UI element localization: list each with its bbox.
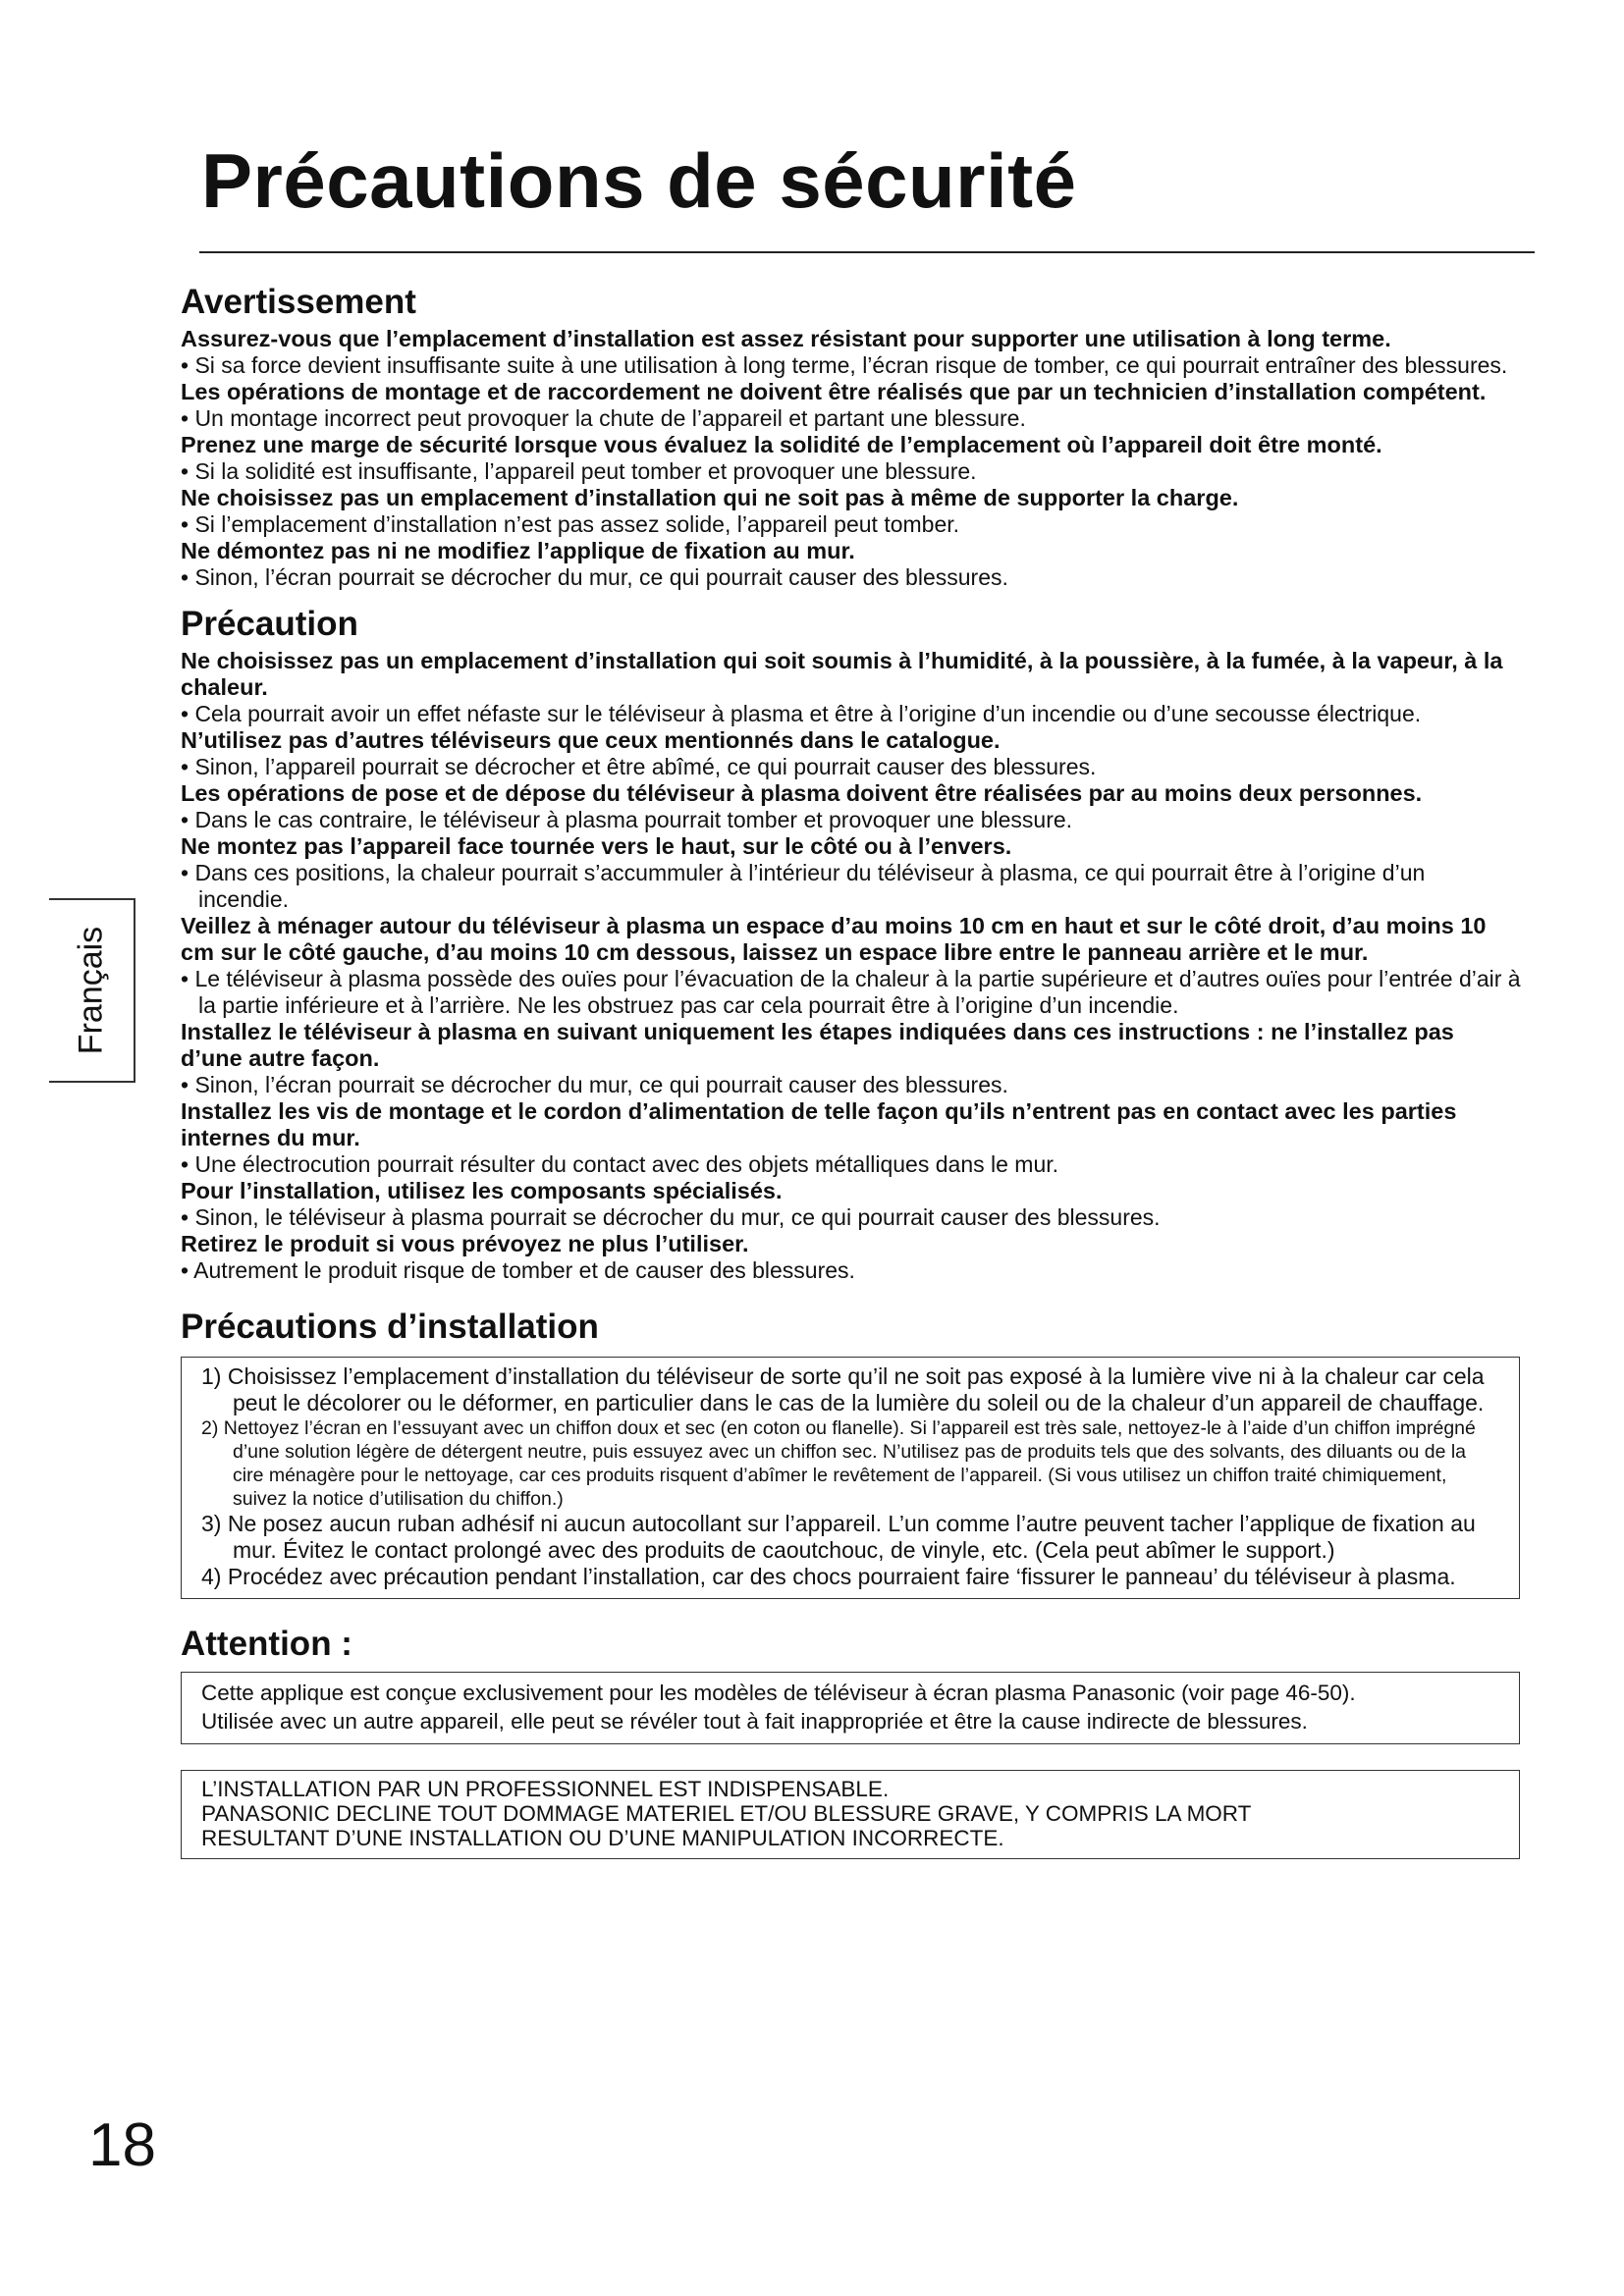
warning-detail: • Si la solidité est insuffisante, l’appareil peut tomber et provoquer une blessure.	[181, 458, 977, 484]
warning-detail: • Sinon, le téléviseur à plasma pourrait se décrocher du mur, ce qui pourrait causer des blessures.	[181, 1204, 1161, 1230]
warning-statement: Les opérations de montage et de raccordement ne doivent être réalisés que par un technicien d’installation compétent.	[181, 379, 1487, 404]
warning-statement: N’utilisez pas d’autres téléviseurs que ceux mentionnés dans le catalogue.	[181, 727, 1001, 753]
warning-detail: • Sinon, l’écran pourrait se décrocher du mur, ce qui pourrait causer des blessures.	[181, 564, 1008, 590]
attention-box	[181, 1672, 1520, 1744]
warning-statement: Assurez-vous que l’emplacement d’installation est assez résistant pour supporter une utilisation à long terme.	[181, 326, 1391, 351]
attention-line: Cette applique est conçue exclusivement pour les modèles de téléviseur à écran plasma Panasonic (voir page 46-50).	[201, 1681, 1356, 1705]
warning-statement: Veillez à ménager autour du téléviseur à plasma un espace d’au moins 10 cm en haut et sur le côté droit, d’au moins 10 cm sur le côté gauche, d’au moins 10 cm dessous, laissez un espace libre entre le panneau arrière et le mur.	[181, 913, 1487, 965]
installation-item: 2) Nettoyez l’écran en l’essuyant avec un chiffon doux et sec (en coton ou flanelle). Si l’appareil est très sale, nettoyez-le à l’aide d’un chiffon imprégné d’une solution légère de détergent neutre, puis essuyez avec un chiffon sec. N’utilisez pas de produits tels que des solvants, des diluants ou de la cire ménagère pour le nettoyage, car ces produits risquent d’abîmer le revêtement de l’appareil. (Si vous utilisez un chiffon traité chimiquement, suivez la notice d’utilisation du chiffon.)	[201, 1417, 1476, 1510]
avertissement-heading: Avertissement	[181, 283, 416, 321]
installation-item: 3) Ne posez aucun ruban adhésif ni aucun autocollant sur l’appareil. L’un comme l’autre peuvent tacher l’applique de fixation au mur. Évitez le contact prolongé avec des produits de caoutchouc, de vinyle, etc. (Cela peut abîmer le support.)	[201, 1511, 1476, 1563]
installation-item: 1) Choisissez l’emplacement d’installation du téléviseur de sorte qu’il ne soit pas exposé à la lumière vive ni à la chaleur car cela peut le décolorer ou le déformer, en particulier dans le cas de la lumière du soleil ou de la chaleur d’un appareil de chauffage.	[201, 1363, 1485, 1415]
avertissement-section	[181, 281, 1521, 591]
installation-section	[181, 1306, 1521, 1599]
warning-detail: • Sinon, l’appareil pourrait se décrocher et être abîmé, ce qui pourrait causer des blessures.	[181, 754, 1097, 779]
precaution-section	[181, 603, 1521, 1284]
language-tab	[49, 898, 135, 1083]
warning-detail: • Une électrocution pourrait résulter du contact avec des objets métalliques dans le mur.	[181, 1151, 1059, 1177]
warning-statement: Installez les vis de montage et le cordon d’alimentation de telle façon qu’ils n’entrent pas en contact avec les parties internes du mur.	[181, 1098, 1457, 1150]
attention-heading: Attention :	[181, 1625, 352, 1663]
warning-detail: • Si l’emplacement d’installation n’est pas assez solide, l’appareil peut tomber.	[181, 511, 960, 537]
installation-item: 4) Procédez avec précaution pendant l’installation, car des chocs pourraient faire ‘fissurer le panneau’ du téléviseur à plasma.	[201, 1564, 1456, 1589]
attention-line: Utilisée avec un autre appareil, elle peut se révéler tout à fait inappropriée et être la cause indirecte de blessures.	[201, 1709, 1308, 1734]
warning-statement: Ne choisissez pas un emplacement d’installation qui ne soit pas à même de supporter la charge.	[181, 485, 1239, 510]
warning-statement: Ne montez pas l’appareil face tournée vers le haut, sur le côté ou à l’envers.	[181, 833, 1012, 859]
page-title: Précautions de sécurité	[201, 137, 1077, 224]
warning-statement: Ne choisissez pas un emplacement d’installation qui soit soumis à l’humidité, à la poussière, à la fumée, à la vapeur, à la chaleur.	[181, 648, 1503, 700]
warning-statement: Prenez une marge de sécurité lorsque vous évaluez la solidité de l’emplacement où l’appareil doit être monté.	[181, 432, 1382, 457]
warning-statement: Installez le téléviseur à plasma en suivant uniquement les étapes indiquées dans ces instructions : ne l’installez pas d’une autre façon.	[181, 1019, 1454, 1071]
warning-detail: • Un montage incorrect peut provoquer la chute de l’appareil et partant une blessure.	[181, 405, 1026, 431]
page-number: 18	[88, 2111, 156, 2179]
attention-section	[181, 1623, 1521, 1744]
installation-box	[181, 1357, 1520, 1599]
professional-warning-line: PANASONIC DECLINE TOUT DOMMAGE MATERIEL ET/OU BLESSURE GRAVE, Y COMPRIS LA MORT	[201, 1801, 1252, 1826]
warning-detail: • Dans le cas contraire, le téléviseur à plasma pourrait tomber et provoquer une blessure.	[181, 807, 1073, 832]
warning-detail: • Le téléviseur à plasma possède des ouïes pour l’évacuation de la chaleur à la partie supérieure et d’autres ouïes pour l’entrée d’air à la partie inférieure et à l’arrière. Ne les obstruez pas car cela pourrait être à l’origine d’un incendie.	[181, 966, 1521, 1018]
warning-statement: Pour l’installation, utilisez les composants spécialisés.	[181, 1178, 783, 1203]
warning-statement: Les opérations de pose et de dépose du téléviseur à plasma doivent être réalisées par au moins deux personnes.	[181, 780, 1423, 806]
warning-statement: Ne démontez pas ni ne modifiez l’applique de fixation au mur.	[181, 538, 855, 563]
warning-detail: • Sinon, l’écran pourrait se décrocher du mur, ce qui pourrait causer des blessures.	[181, 1072, 1008, 1097]
installation-heading: Précautions d’installation	[181, 1308, 599, 1346]
warning-detail: • Cela pourrait avoir un effet néfaste sur le téléviseur à plasma et être à l’origine d’un incendie ou d’une secousse électrique.	[181, 701, 1422, 726]
precaution-heading: Précaution	[181, 605, 358, 643]
avertissement-list	[181, 326, 1521, 591]
precaution-list	[181, 648, 1521, 1284]
professional-warning-line: L’INSTALLATION PAR UN PROFESSIONNEL EST INDISPENSABLE.	[201, 1777, 890, 1801]
professional-warning-box	[181, 1770, 1520, 1859]
title-divider	[199, 251, 1535, 253]
warning-statement: Retirez le produit si vous prévoyez ne plus l’utiliser.	[181, 1231, 749, 1256]
warning-detail: • Autrement le produit risque de tomber et de causer des blessures.	[181, 1257, 855, 1283]
warning-detail: • Dans ces positions, la chaleur pourrait s’accummuler à l’intérieur du téléviseur à plasma, ce qui pourrait être à l’origine d’un incendie.	[181, 860, 1426, 912]
warning-detail: • Si sa force devient insuffisante suite à une utilisation à long terme, l’écran risque de tomber, ce qui pourrait entraîner des blessures.	[181, 352, 1508, 378]
content	[181, 281, 1521, 1859]
language-tab-label: Français	[72, 926, 110, 1055]
professional-warning-line: RESULTANT D’UNE INSTALLATION OU D’UNE MANIPULATION INCORRECTE.	[201, 1826, 1004, 1850]
